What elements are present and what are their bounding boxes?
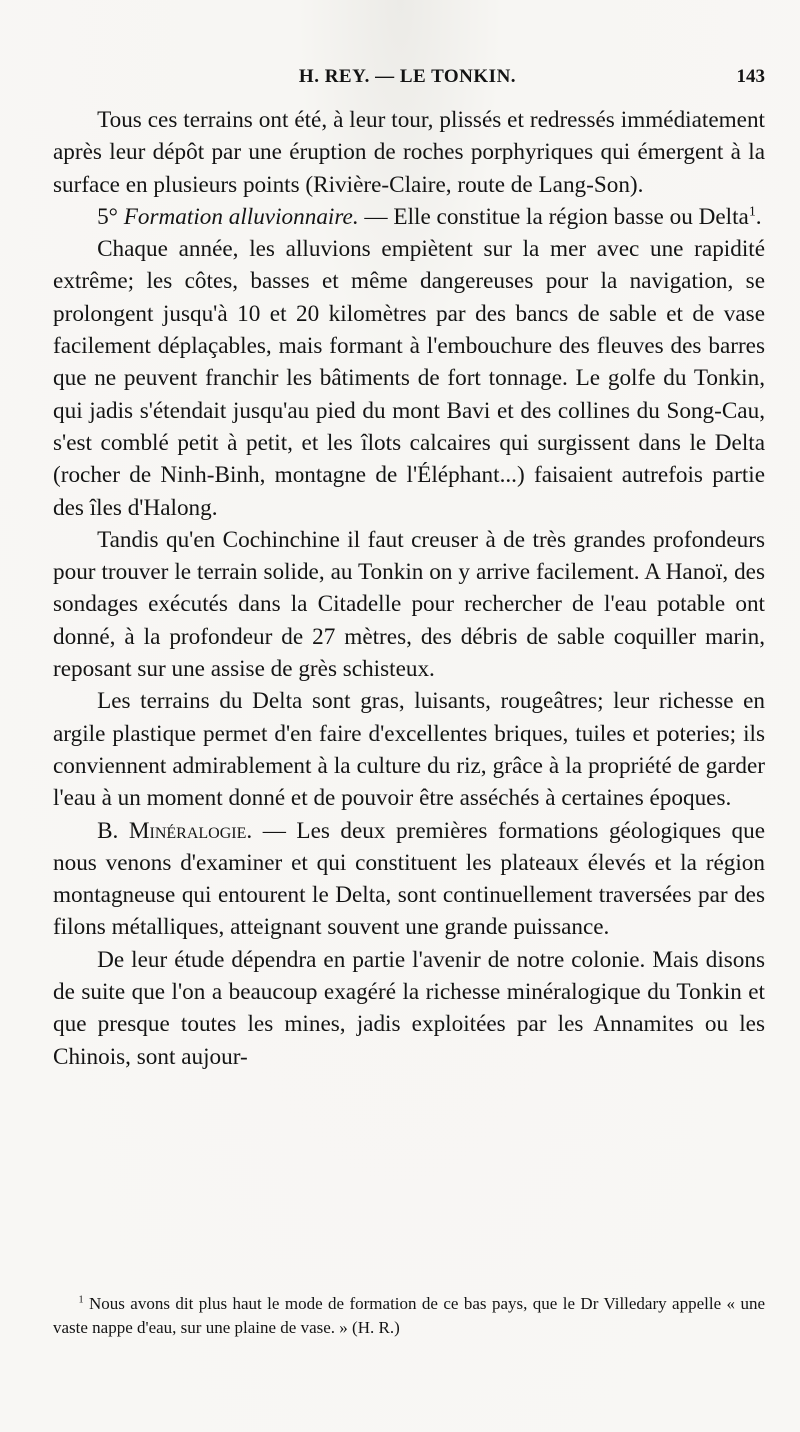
paragraph-text: — Les deux premières formations géologiques que nous venons d'examiner et qui constituent les plateaux élevés et la région montagneuse qui entourent le Delta, sont continuellement traversées par des filons métalliques, atteignant souvent une grande puissance. <box>53 817 765 941</box>
paragraph: Les terrains du Delta sont gras, luisants, rougeâtres; leur richesse en argile plastique permet d'en faire d'excellentes briques, tuiles et poteries; ils conviennent admirablement à la culture du riz, grâce à la propriété de garder l'eau à un moment donné et de pouvoir être asséchés à certaines époques. <box>53 688 765 812</box>
section-number: 5° <box>97 203 124 230</box>
page-number: 143 <box>736 66 765 87</box>
footnotes <box>53 1292 765 1340</box>
paragraph-tail: . <box>755 203 762 230</box>
footnote-reference: 1 <box>748 204 756 220</box>
body-text <box>53 104 765 1073</box>
paragraph: Tandis qu'en Cochinchine il faut creuser à de très grandes profondeurs pour trouver le terrain solide, au Tonkin on y arrive facilement. A Hanoï, des sondages exécutés dans la Citadelle pour rechercher de l'eau potable ont donné, à la profondeur de 27 mètres, des débris de sable coquiller marin, reposant sur une assise de grès schisteux. <box>53 526 765 683</box>
section-title: Minéralogie. <box>128 817 253 844</box>
footnote-text: Nous avons dit plus haut le mode de formation de ce bas pays, que le Dr Villedary appelle « une vaste nappe d'eau, sur une plaine de vase. » (H. R.) <box>53 1294 765 1337</box>
footnote-marker: 1 <box>78 1294 84 1306</box>
paragraph: De leur étude dépendra en partie l'avenir de notre colonie. Mais disons de suite que l'on a beaucoup exagéré la richesse minéralogique du Tonkin et que presque toutes les mines, jadis exploitées par les Annamites ou les Chinois, sont aujour- <box>53 946 765 1070</box>
section-title: Formation alluvionnaire. <box>123 203 359 230</box>
paragraph-text: — Elle constitue la région basse ou Delta <box>358 203 749 230</box>
running-head <box>50 66 765 96</box>
paragraph-mineralogy <box>53 815 765 944</box>
paragraph: Tous ces terrains ont été, à leur tour, plissés et redressés immédiatement après leur dépôt par une éruption de roches porphyriques qui émergent à la surface en plusieurs points (Rivière-Claire, route de Lang-Son). <box>53 107 765 198</box>
running-title: H. REY. — LE TONKIN. <box>298 66 517 87</box>
footnote <box>53 1292 765 1340</box>
paragraph-alluvial-formation <box>53 201 765 233</box>
section-letter: B. <box>97 817 129 844</box>
paragraph: Chaque année, les alluvions empiètent sur la mer avec une rapidité extrême; les côtes, basses et même dangereuses pour la navigation, se prolongent jusqu'à 10 et 20 kilomètres par des bancs de sable et de vase facilement déplaçables, mais formant à l'embouchure des fleuves des barres que ne peuvent franchir les bâtiments de fort tonnage. Le golfe du Tonkin, qui jadis s'étendait jusqu'au pied du mont Bavi et des collines du Song-Cau, s'est comblé petit à petit, et les îlots calcaires qui surgissent dans le Delta (rocher de Ninh-Binh, montagne de l'Éléphant...) faisaient autrefois partie des îles d'Halong. <box>53 236 765 521</box>
